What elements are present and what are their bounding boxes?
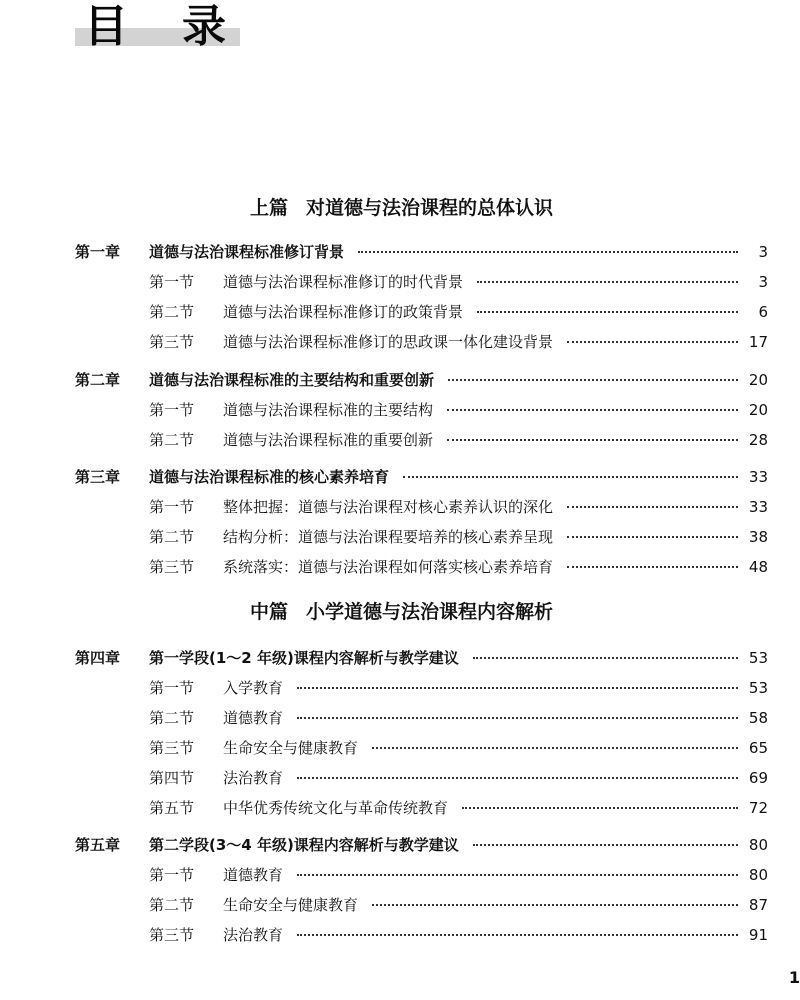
entry-number: 第二节 bbox=[149, 709, 195, 727]
part-title: 小学道德与法治课程内容解析 bbox=[306, 601, 554, 623]
entry-title: 道德与法治课程标准的重要创新 bbox=[223, 431, 434, 449]
entry-number: 第三章 bbox=[75, 468, 121, 486]
entry-page-number: 80 bbox=[748, 866, 768, 884]
entry-title: 法治教育 bbox=[223, 769, 284, 787]
dot-leader bbox=[567, 536, 738, 538]
toc-section-entry[interactable] bbox=[0, 893, 800, 917]
part-label: 上篇 bbox=[250, 197, 289, 219]
entry-number: 第三节 bbox=[149, 739, 195, 757]
entry-number: 第二节 bbox=[149, 431, 195, 449]
entry-title: 法治教育 bbox=[223, 926, 284, 944]
entry-page-number: 3 bbox=[758, 273, 768, 291]
part-title: 对道德与法治课程的总体认识 bbox=[306, 197, 554, 219]
entry-title: 道德与法治课程标准修订的政策背景 bbox=[223, 303, 464, 321]
entry-number: 第四章 bbox=[75, 649, 121, 667]
dot-leader bbox=[403, 476, 738, 478]
toc-section-entry[interactable] bbox=[0, 555, 800, 579]
toc-section-entry[interactable] bbox=[0, 330, 800, 354]
entry-page-number: 65 bbox=[748, 739, 768, 757]
entry-number: 第二节 bbox=[149, 303, 195, 321]
entry-number: 第三节 bbox=[149, 333, 195, 351]
entry-number: 第五节 bbox=[149, 799, 195, 817]
entry-title: 道德与法治课程标准修订的思政课一体化建设背景 bbox=[223, 333, 554, 351]
toc-chapter-entry[interactable] bbox=[0, 368, 800, 392]
toc-chapter-entry[interactable] bbox=[0, 833, 800, 857]
entry-title: 系统落实：道德与法治课程如何落实核心素养培育 bbox=[223, 558, 554, 576]
entry-page-number: 48 bbox=[748, 558, 768, 576]
entry-number: 第五章 bbox=[75, 836, 121, 854]
entry-title: 入学教育 bbox=[223, 679, 284, 697]
entry-page-number: 17 bbox=[748, 333, 768, 351]
entry-page-number: 58 bbox=[748, 709, 768, 727]
entry-page-number: 72 bbox=[748, 799, 768, 817]
dot-leader bbox=[567, 506, 738, 508]
entry-page-number: 33 bbox=[748, 468, 768, 486]
part-heading-upper bbox=[250, 196, 553, 220]
toc-section-entry[interactable] bbox=[0, 796, 800, 820]
dot-leader bbox=[372, 747, 738, 749]
dot-leader bbox=[297, 777, 738, 779]
dot-leader bbox=[297, 687, 738, 689]
toc-section-entry[interactable] bbox=[0, 398, 800, 422]
entry-page-number: 87 bbox=[748, 896, 768, 914]
entry-title: 整体把握：道德与法治课程对核心素养认识的深化 bbox=[223, 498, 554, 516]
entry-title: 道德与法治课程标准的主要结构 bbox=[223, 401, 434, 419]
dot-leader bbox=[477, 311, 738, 313]
toc-section-entry[interactable] bbox=[0, 270, 800, 294]
part-heading-middle bbox=[250, 600, 553, 624]
entry-number: 第一节 bbox=[149, 679, 195, 697]
entry-page-number: 38 bbox=[748, 528, 768, 546]
toc-section-entry[interactable] bbox=[0, 428, 800, 452]
toc-section-entry[interactable] bbox=[0, 300, 800, 324]
entry-page-number: 3 bbox=[758, 243, 768, 261]
dot-leader bbox=[447, 409, 738, 411]
entry-page-number: 53 bbox=[748, 679, 768, 697]
dot-leader bbox=[477, 281, 738, 283]
dot-leader bbox=[473, 657, 738, 659]
entry-title: 第一学段(1～2 年级)课程内容解析与教学建议 bbox=[149, 649, 459, 667]
toc-section-entry[interactable] bbox=[0, 706, 800, 730]
dot-leader bbox=[297, 717, 738, 719]
entry-number: 第一节 bbox=[149, 498, 195, 516]
toc-section-entry[interactable] bbox=[0, 525, 800, 549]
entry-number: 第二节 bbox=[149, 896, 195, 914]
toc-section-entry[interactable] bbox=[0, 676, 800, 700]
entry-number: 第三节 bbox=[149, 926, 195, 944]
entry-title: 结构分析：道德与法治课程要培养的核心素养呈现 bbox=[223, 528, 554, 546]
entry-page-number: 28 bbox=[748, 431, 768, 449]
toc-section-entry[interactable] bbox=[0, 495, 800, 519]
entry-page-number: 20 bbox=[748, 371, 768, 389]
entry-number: 第一章 bbox=[75, 243, 121, 261]
entry-number: 第四节 bbox=[149, 769, 195, 787]
entry-title: 道德教育 bbox=[223, 866, 284, 884]
entry-title: 道德与法治课程标准的主要结构和重要创新 bbox=[149, 371, 435, 389]
dot-leader bbox=[473, 844, 738, 846]
dot-leader bbox=[447, 439, 738, 441]
entry-title: 道德与法治课程标准的核心素养培育 bbox=[149, 468, 390, 486]
toc-section-entry[interactable] bbox=[0, 923, 800, 947]
page-number: 1 bbox=[788, 968, 800, 987]
toc-section-entry[interactable] bbox=[0, 863, 800, 887]
dot-leader bbox=[297, 934, 738, 936]
entry-title: 道德与法治课程标准修订背景 bbox=[149, 243, 345, 261]
page-title: 目录 bbox=[84, 1, 280, 52]
part-label: 中篇 bbox=[250, 601, 289, 623]
entry-title: 生命安全与健康教育 bbox=[223, 896, 359, 914]
entry-number: 第一节 bbox=[149, 273, 195, 291]
dot-leader bbox=[372, 904, 738, 906]
toc-section-entry[interactable] bbox=[0, 736, 800, 760]
entry-page-number: 6 bbox=[758, 303, 768, 321]
dot-leader bbox=[567, 566, 738, 568]
entry-title: 道德教育 bbox=[223, 709, 284, 727]
toc-section-entry[interactable] bbox=[0, 766, 800, 790]
entry-number: 第二章 bbox=[75, 371, 121, 389]
entry-title: 生命安全与健康教育 bbox=[223, 739, 359, 757]
entry-number: 第三节 bbox=[149, 558, 195, 576]
entry-title: 道德与法治课程标准修订的时代背景 bbox=[223, 273, 464, 291]
entry-page-number: 80 bbox=[748, 836, 768, 854]
toc-chapter-entry[interactable] bbox=[0, 240, 800, 264]
entry-title: 中华优秀传统文化与革命传统教育 bbox=[223, 799, 449, 817]
dot-leader bbox=[567, 341, 738, 343]
entry-number: 第二节 bbox=[149, 528, 195, 546]
entry-title: 第二学段(3～4 年级)课程内容解析与教学建议 bbox=[149, 836, 459, 854]
dot-leader bbox=[297, 874, 738, 876]
entry-page-number: 20 bbox=[748, 401, 768, 419]
entry-number: 第一节 bbox=[149, 866, 195, 884]
entry-page-number: 91 bbox=[748, 926, 768, 944]
dot-leader bbox=[358, 251, 738, 253]
toc-chapter-entry[interactable] bbox=[0, 646, 800, 670]
toc-chapter-entry[interactable] bbox=[0, 465, 800, 489]
entry-number: 第一节 bbox=[149, 401, 195, 419]
entry-page-number: 53 bbox=[748, 649, 768, 667]
entry-page-number: 69 bbox=[748, 769, 768, 787]
dot-leader bbox=[448, 379, 738, 381]
dot-leader bbox=[462, 807, 738, 809]
entry-page-number: 33 bbox=[748, 498, 768, 516]
